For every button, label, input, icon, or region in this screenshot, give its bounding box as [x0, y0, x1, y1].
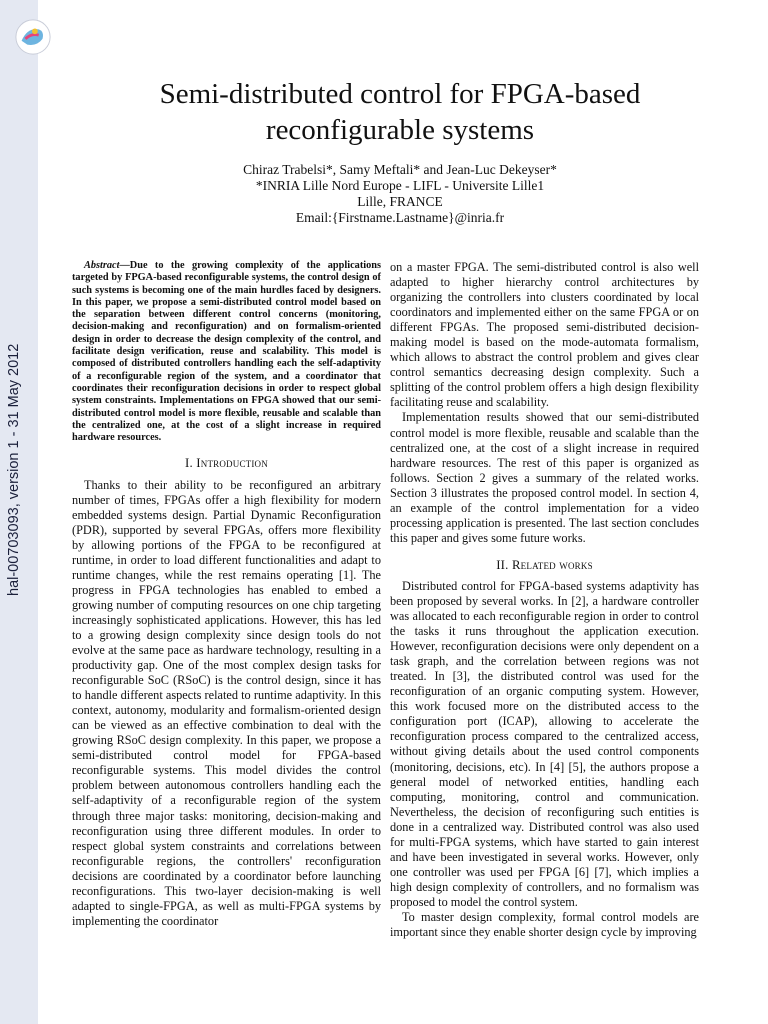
right-column	[390, 260, 699, 940]
abstract-label: Abstract	[84, 260, 120, 271]
author-affiliation: *INRIA Lille Nord Europe - LIFL - Universite Lille1	[255, 178, 545, 193]
author-block	[80, 162, 720, 226]
hal-identifier: hal-00703093, version 1 - 31 May 2012	[6, 343, 22, 597]
author-city: Lille, FRANCE	[357, 194, 443, 209]
intro-paragraph-1-continued: on a master FPGA. The semi-distributed control is also well adapted to higher hierarchy control architectures by organizing the controllers into clusters coordinated by local coordinators and implemented either on the same FPGA or on different FPGAs. The proposed semi-distributed decision-making model is based on the mode-automata formalism, which allows to abstract the control problem and gives clear control semantics decreasing design complexity. Such a splitting of the control problem offers a high design flexibility facilitating reuse and scalability.	[390, 260, 699, 410]
abstract-text: —Due to the growing complexity of the applications targeted by FPGA-based reconfigurable systems, the control design of such systems is becoming one of the main hurdles faced by designers. In this paper, we propose a semi-distributed control model based on the separation between different control concerns (monitoring, decision-making and reconfiguration) and on formalism-oriented design in order to decrease the design complexity of the control, and facilitate design verification, reuse and scalability. This model is composed of distributed controllers handling each the self-adaptivity of a reconfigurable region of the system, and a coordinator that coordinates their reconfiguration decisions in order to respect global system constraints. Implementations on FPGA showed that our semi-distributed control model is more flexible, reusable and scalable than the centralized one, at the cost of a slight increase in required hardware resources.	[72, 260, 381, 444]
related-works-paragraph-1: Distributed control for FPGA-based systems adaptivity has been proposed by several works. In [2], a hardware controller was allocated to each reconfigurable region in order to control the tasks it runs throughout the application execution. However, reconfiguration decisions were only dependent on a task graph, and the correlation between regions was not treated. In [3], the distributed control was used for the reconfiguration of an organic computing system. However, this work focused more on the distributed access to the configuration port (ICAP), allowing to accelerate the reconfiguration process compared to the centralized access, without giving details about the used control components (monitoring, decisions, etc). In [4] [5], the authors propose a general model of networked entities, handling each computing, monitoring, control and communication. Nevertheless, the decision of reconfiguring such entities is done in a centralized way. Distributed control was also used for multi-FPGA systems, which have started to gain interest and have been investigated in several works. However, only one controller was used per FPGA [6] [7], which implies a high design complexity of controllers, and no formalism was proposed to model the control system.	[390, 578, 699, 909]
paper-title: Semi-distributed control for FPGA-based reconfigurable systems	[159, 78, 641, 146]
section-heading-related-works: II. Related works	[496, 557, 593, 572]
intro-paragraph-2: Implementation results showed that our semi-distributed control model is more flexible, reusable and scalable than the centralized one, at the cost of a slight increase in required hardware resources. The rest of this paper is organized as follows. Section 2 gives a summary of the related works. Section 3 illustrates the proposed control model. In section 4, an example of the control implementation for a video processing application is presented. The last section concludes this paper and gives some future works.	[390, 410, 699, 545]
author-email: Email:{Firstname.Lastname}@inria.fr	[295, 210, 505, 225]
hal-logo-icon	[14, 18, 52, 56]
author-names: Chiraz Trabelsi*, Samy Meftali* and Jean-Luc Dekeyser*	[243, 162, 557, 177]
left-column	[72, 260, 381, 929]
abstract	[72, 260, 381, 444]
intro-paragraph-1: Thanks to their ability to be reconfigured an arbitrary number of times, FPGAs offer a high flexibility for modern embedded systems design. Partial Dynamic Reconfiguration (PDR), supported by several FPGAs, offers more flexibility by allowing portions of the FPGA to be reconfigured at runtime, in order to load different functionalities and adapt to runtime changes, while the rest remains operating [1]. The progress in FPGA technologies has enabled to embed a growing number of computing resources on one chip targeting increasingly sophisticated applications. However, this has led to a growing design complexity since design tools do not evolve at the same pace as hardware technology, resulting in a productivity gap. One of the most complex design tasks for reconfigurable SoC (RSoC) is the control design, since it has to handle different aspects related to runtime adaptivity. In this context, autonomy, modularity and formalism-oriented design can be viewed as an effective combination to deal with the growing RSoC design complexity. In this paper, we propose a semi-distributed control model for FPGA-based reconfigurable systems. This model divides the control problem between autonomous controllers handling each the self-adaptivity of a reconfigurable region of the system through three major tasks: monitoring, decision-making and reconfiguration using three different modules. In order to respect global system constraints and correlations between reconfigurable regions, the controllers' reconfiguration decisions are coordinated by a coordinator before launching reconfigurations. This two-layer decision-making is well adapted to single-FPGA, as well as multi-FPGA systems by implementing the coordinator	[72, 477, 381, 928]
section-heading-introduction: I. Introduction	[185, 456, 268, 471]
related-works-paragraph-2: To master design complexity, formal control models are important since they enable shorter design cycle by improving	[390, 909, 699, 940]
